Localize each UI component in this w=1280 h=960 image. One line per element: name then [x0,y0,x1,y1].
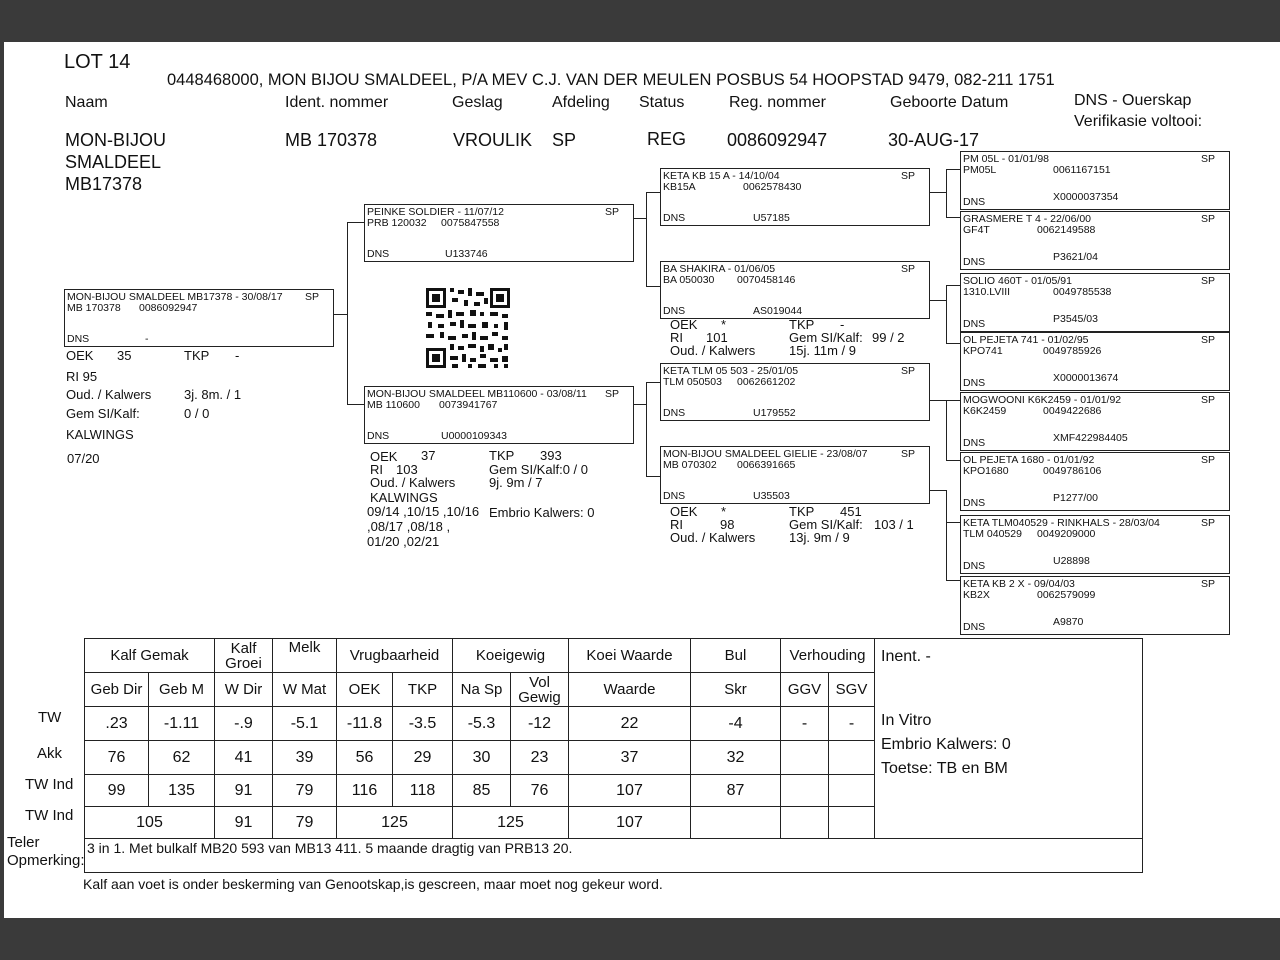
sub-vol-gewig [511,673,569,707]
gp4-oek-label: OEK [670,504,698,519]
ggp-code: KPO741 [963,345,1003,357]
document-page [4,42,1280,918]
lot-number: LOT 14 [64,51,131,73]
gp-code: BA 050030 [663,274,715,286]
ggp-dns-value: XMF422984405 [1053,432,1128,444]
value-afdeling: SP [552,130,577,150]
table-cell: 105 [85,807,215,839]
gp2-gem-label: Gem SI/Kalf: [789,330,863,345]
connector [946,169,947,217]
animal-tkp: - [235,348,240,363]
qr-code [424,286,512,370]
connector [946,460,960,461]
group-kalf-gemak: Kalf Gemak [85,639,215,673]
value-geboorte: 30-AUG-17 [888,130,980,150]
connector [946,285,947,343]
gp-sp: SP [900,365,915,377]
ggp-title: KETA KB 2 X - 09/04/03 [963,578,1075,590]
ggp-sp: SP [1200,517,1215,529]
table-cell: - [781,707,829,741]
ggp-title: KETA TLM040529 - RINKHALS - 28/03/04 [963,517,1160,529]
ggp-dns-label: DNS [963,621,986,633]
value-reg: 0086092947 [727,130,828,150]
dam-tkp: 393 [540,448,562,463]
dam-kalwings-1: 09/14 ,10/15 ,10/16 [367,504,480,519]
sire-dns-label: DNS [367,248,390,260]
gp4-tkp: 451 [840,504,862,519]
label-geboorte: Geboorte Datum [890,94,1009,111]
gp4-oud-label: Oud. / Kalwers [670,530,756,545]
bottom-dark-bar [0,918,1280,960]
gp4-gem-label: Gem SI/Kalf: [789,517,863,532]
label-geslag: Geslag [452,94,503,111]
gp2-ri: 101 [706,330,728,345]
table-cell: 39 [273,741,337,775]
grandparent-box-1 [660,168,930,226]
animal-dns-label: DNS [67,333,90,345]
connector [946,522,960,523]
table-cell: 76 [85,741,149,775]
table-cell [829,775,875,807]
connector [646,286,660,287]
table-cell: 125 [337,807,453,839]
ggp-sp: SP [1200,394,1215,406]
embrio-label: Embrio Kalwers: 0 [881,736,1011,753]
dam-dns-label: DNS [367,430,390,442]
connector [929,490,946,491]
gp-title: KETA TLM 05 503 - 25/01/05 [663,365,799,377]
animal-kalwings: KALWINGS [66,427,134,442]
dam-ri: 103 [396,462,418,477]
gp-reg: 0070458146 [737,274,796,286]
label-afdeling: Afdeling [552,94,610,111]
ggp-code: GF4T [963,224,990,236]
sub-tkp: TKP [393,673,453,707]
dam-sp: SP [604,388,619,400]
connector [646,192,660,193]
animal-sp: SP [304,291,319,303]
dam-dns-value: U0000109343 [441,430,507,442]
gp4-tkp-label: TKP [789,504,815,519]
animal-oud-label: Oud. / Kalwers [66,387,152,402]
value-status: REG [647,129,687,149]
remark-text: 3 in 1. Met bulkalf MB20 593 van MB13 411. 5 maande dragtig van PRB13 20. [85,839,1143,873]
sire-sp: SP [604,206,619,218]
ggp-dns-value: P3621/04 [1053,251,1098,263]
dam-kalwings-3: 01/20 ,02/21 [367,534,440,549]
ggp-sp: SP [1200,275,1215,287]
ggp-code: PM05L [963,164,997,176]
kalf-groei-line-1: Kalf [230,639,257,657]
sub-na-sp: Na Sp [453,673,511,707]
animal-oek: 35 [117,348,132,363]
ggp-sp: SP [1200,334,1215,346]
gp-dns-value: U57185 [753,212,790,224]
gp2-oud: 15j. 11m / 9 [789,343,856,358]
ggp-code: 1310.LVIII [963,286,1011,298]
ggp-dns-label: DNS [963,256,986,268]
gp4-oek: * [721,504,727,519]
sub-w-mat: W Mat [273,673,337,707]
connector [929,400,946,401]
connector [946,400,947,460]
owner-line: 0448468000, MON BIJOU SMALDEEL, P/A MEV C.J. VAN DER MEULEN POSBUS 54 HOOPSTAD 9479, 082-211 1751 [167,71,1055,89]
ggp-code: KPO1680 [963,465,1009,477]
connector [347,222,364,223]
gp-sp: SP [900,263,915,275]
gp4-oud: 13j. 9m / 9 [789,530,850,545]
ggp-code: KB2X [963,589,990,601]
ggp-dns-label: DNS [963,318,986,330]
table-cell: 22 [569,707,691,741]
animal-gem-label: Gem SI/Kalf: [66,406,140,421]
connector [946,490,947,580]
animal-tkp-label: TKP [184,348,210,363]
table-cell [781,807,829,839]
animal-kalwings-dates: 07/20 [67,451,100,466]
table-cell: 41 [215,741,273,775]
table-cell: 85 [453,775,511,807]
gp-title: MON-BIJOU SMALDEEL GIELIE - 23/08/07 [663,448,868,460]
sire-reg: 0075847558 [441,217,500,229]
table-cell: 107 [569,807,691,839]
dam-ri-label: RI [370,462,383,477]
animal-oek-label: OEK [66,348,94,363]
dam-tkp-label: TKP [489,448,515,463]
table-cell: .23 [85,707,149,741]
great-grandparent-box-4 [960,332,1230,391]
ggp-title: PM 05L - 01/01/98 [963,153,1049,165]
great-grandparent-box-2 [960,211,1230,270]
table-cell: 79 [273,775,337,807]
table-cell: 37 [569,741,691,775]
teler-label: Teler [7,834,40,851]
gp-dns-label: DNS [663,490,686,502]
table-cell: -1.11 [149,707,215,741]
ggp-title: OL PEJETA 741 - 01/02/95 [963,334,1089,346]
dam-reg: 0073941767 [439,399,498,411]
dam-oud: 9j. 9m / 7 [489,475,543,490]
table-remark-row [85,839,1143,873]
ggp-title: OL PEJETA 1680 - 01/01/92 [963,454,1095,466]
table-cell [691,807,781,839]
gp-sp: SP [900,448,915,460]
row-label-tw-ind-2: TW Ind [25,807,74,824]
animal-ri: RI 95 [66,369,98,384]
group-bul: Bul [691,639,781,673]
group-kalf-groei [215,639,273,673]
connector [946,580,960,581]
gp-sp: SP [900,170,915,182]
table-cell: 118 [393,775,453,807]
gp2-tkp-label: TKP [789,317,815,332]
sub-oek: OEK [337,673,393,707]
ggp-reg: 0049785926 [1043,345,1102,357]
table-cell [781,775,829,807]
table-cell: 107 [569,775,691,807]
gp2-gem: 99 / 2 [872,330,905,345]
gp-code: MB 070302 [663,459,717,471]
sire-box [364,204,634,262]
toetse-label: Toetse: TB en BM [881,760,1008,777]
table-cell: 79 [273,807,337,839]
sub-w-dir: W Dir [215,673,273,707]
value-naam-1: MON-BIJOU [65,130,166,150]
table-cell: -.9 [215,707,273,741]
great-grandparent-box-5 [960,392,1230,451]
gp-dns-value: AS019044 [753,305,803,317]
gp2-oud-label: Oud. / Kalwers [670,343,756,358]
great-grandparent-box-3 [960,273,1230,332]
side-panel [875,639,1143,839]
connector [946,400,960,401]
table-cell: - [829,707,875,741]
connector [347,222,348,404]
connector [946,169,960,170]
connector [632,404,646,405]
table-cell: 32 [691,741,781,775]
great-grandparent-box-6 [960,452,1230,511]
sire-title: PEINKE SOLDIER - 11/07/12 [367,206,504,218]
gp-dns-label: DNS [663,407,686,419]
ggp-reg: 0049785538 [1053,286,1112,298]
sub-gewig: Gewig [518,688,561,706]
value-ident: MB 170378 [285,130,378,150]
gp-dns-label: DNS [663,212,686,224]
opmerking-label: Opmerking: [7,852,85,869]
label-reg: Reg. nommer [729,94,826,111]
great-grandparent-box-1 [960,151,1230,210]
ggp-reg: 0049786106 [1043,465,1102,477]
label-dns: DNS - Ouerskap [1074,92,1192,109]
animal-code: MB 170378 [67,302,121,314]
gp4-ri-label: RI [670,517,683,532]
gp-reg: 0062661202 [737,376,796,388]
group-koeigewig: Koeigewig [453,639,569,673]
ggp-sp: SP [1200,454,1215,466]
sub-waarde: Waarde [569,673,691,707]
connector [632,218,646,219]
table-cell: -5.3 [453,707,511,741]
label-ident: Ident. nommer [285,94,389,111]
group-verhouding: Verhouding [781,639,875,673]
gp-dns-value: U179552 [753,407,796,419]
table-group-header-row [85,639,1143,673]
ggp-dns-label: DNS [963,377,986,389]
gp-code: TLM 050503 [663,376,722,388]
table-cell: 87 [691,775,781,807]
sub-geb-m: Geb M [149,673,215,707]
dam-embrio: Embrio Kalwers: 0 [489,505,595,520]
ggp-dns-value: P1277/00 [1053,492,1098,504]
ggp-dns-label: DNS [963,196,986,208]
dam-kalwings: KALWINGS [370,490,438,505]
ggp-dns-label: DNS [963,437,986,449]
animal-dns-value: - [145,333,149,345]
connector [946,285,960,286]
animal-gem: 0 / 0 [184,406,210,421]
animal-reg: 0086092947 [139,302,198,314]
connector [646,192,647,286]
dam-box [364,386,634,444]
table-cell: -5.1 [273,707,337,741]
table-cell [781,741,829,775]
animal-box [64,289,334,347]
sub-vol: Vol [529,673,550,691]
table-cell [829,741,875,775]
table-cell: -11.8 [337,707,393,741]
row-label-akk: Akk [37,745,63,762]
animal-oud: 3j. 8m. / 1 [184,387,242,402]
dam-kalwings-2: ,08/17 ,08/18 , [367,519,451,534]
gp2-tkp: - [840,317,845,332]
connector [929,192,946,193]
ggp-dns-value: X0000037354 [1053,191,1119,203]
grandparent-box-4 [660,446,930,504]
label-verifikasie: Verifikasie voltooi: [1074,113,1203,130]
table-cell: 56 [337,741,393,775]
gp-reg: 0066391665 [737,459,796,471]
connector [946,343,960,344]
group-vrugbaarheid: Vrugbaarheid [337,639,453,673]
sire-dns-value: U133746 [445,248,488,260]
ggp-title: SOLIO 460T - 01/05/91 [963,275,1072,287]
gp2-ri-label: RI [670,330,683,345]
ggp-dns-value: U28898 [1053,555,1090,567]
table-cell: 135 [149,775,215,807]
ggp-dns-label: DNS [963,560,986,572]
value-naam-3: MB17378 [65,174,143,194]
value-naam-2: SMALDEEL [65,152,162,172]
gp-dns-label: DNS [663,305,686,317]
table-cell: 116 [337,775,393,807]
sub-skr: Skr [691,673,781,707]
gp-code: KB15A [663,181,696,193]
table-cell: -4 [691,707,781,741]
connector [646,476,660,477]
connector [946,217,960,218]
label-status: Status [639,94,685,111]
gp4-ri: 98 [720,517,735,532]
ggp-sp: SP [1200,213,1215,225]
table-cell: 29 [393,741,453,775]
gp2-oek-label: OEK [670,317,698,332]
ggp-code: TLM 040529 [963,528,1022,540]
table-cell: 99 [85,775,149,807]
table-cell: -3.5 [393,707,453,741]
grandparent-box-3 [660,363,930,421]
group-koei-waarde: Koei Waarde [569,639,691,673]
ggp-sp: SP [1200,578,1215,590]
animal-title: MON-BIJOU SMALDEEL MB17378 - 30/08/17 [67,291,283,303]
ggp-title: MOGWOONI K6K2459 - 01/01/92 [963,394,1122,406]
great-grandparent-box-8 [960,576,1230,635]
dam-code: MB 110600 [367,399,420,411]
dam-oek-label: OEK [370,449,398,464]
ggp-dns-value: X0000013674 [1053,372,1119,384]
gp4-gem: 103 / 1 [874,517,914,532]
ggp-reg: 0049209000 [1037,528,1096,540]
table-cell: 76 [511,775,569,807]
label-naam: Naam [65,94,108,111]
kalf-groei-line-2: Groei [225,654,262,672]
connector [333,314,347,315]
ggp-reg: 0049422686 [1043,405,1102,417]
connector [347,404,364,405]
table-cell: 125 [453,807,569,839]
gp-reg: 0062578430 [743,181,802,193]
connector [929,300,946,301]
in-vitro-label: In Vitro [881,712,932,729]
sub-geb-dir: Geb Dir [85,673,149,707]
ggp-dns-value: P3545/03 [1053,313,1098,325]
table-cell: 23 [511,741,569,775]
table-cell: -12 [511,707,569,741]
connector [646,382,660,383]
table-cell [829,807,875,839]
sub-sgv: SGV [829,673,875,707]
dam-gem: Gem SI/Kalf:0 / 0 [489,462,588,477]
row-label-tw: TW [38,709,62,726]
gp-title: BA SHAKIRA - 01/06/05 [663,263,776,275]
inent-label: Inent. - [881,648,931,665]
ggp-reg: 0061167151 [1053,164,1111,176]
gp2-oek: * [721,317,727,332]
ggp-sp: SP [1200,153,1215,165]
table-cell: 62 [149,741,215,775]
ggp-dns-label: DNS [963,497,986,509]
row-label-tw-ind: TW Ind [25,776,74,793]
ggp-reg: 0062149588 [1037,224,1096,236]
table-cell: 91 [215,775,273,807]
gp-dns-value: U35503 [753,490,790,502]
value-geslag: VROULIK [453,130,533,150]
breeding-values-table [84,638,1143,873]
connector [646,382,647,476]
ggp-code: K6K2459 [963,405,1007,417]
ggp-dns-value: A9870 [1053,616,1084,628]
ggp-title: GRASMERE T 4 - 22/06/00 [963,213,1092,225]
group-melk: Melk [273,639,337,673]
top-dark-bar [0,0,1280,42]
gp-title: KETA KB 15 A - 14/10/04 [663,170,780,182]
sub-ggv: GGV [781,673,829,707]
grandparent-box-2 [660,261,930,319]
footer-note: Kalf aan voet is onder beskerming van Genootskap,is gescreen, maar moet nog gekeur word. [83,876,663,892]
dam-oek: 37 [421,448,436,463]
great-grandparent-box-7 [960,515,1230,574]
sire-code: PRB 120032 [367,217,427,229]
dam-title: MON-BIJOU SMALDEEL MB110600 - 03/08/11 [367,388,587,400]
table-cell: 91 [215,807,273,839]
table-cell: 30 [453,741,511,775]
dam-oud-label: Oud. / Kalwers [370,475,456,490]
ggp-reg: 0062579099 [1037,589,1096,601]
